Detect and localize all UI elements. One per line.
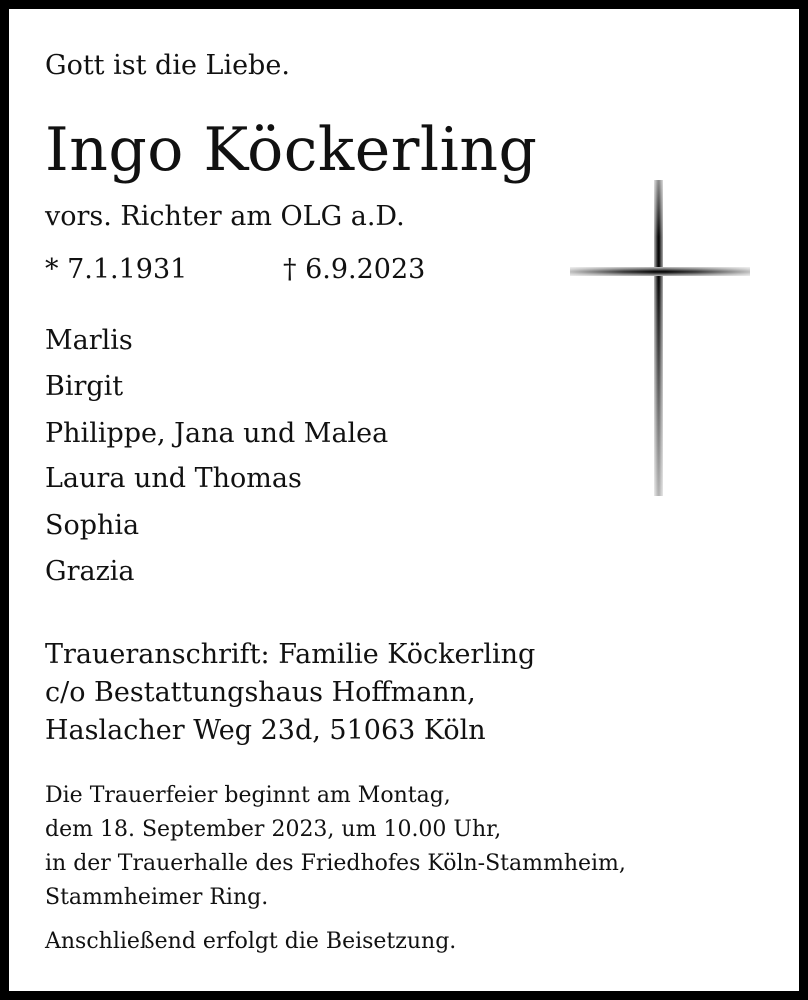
service-line: Stammheimer Ring. — [45, 885, 269, 910]
cross-horizontal-beam — [570, 267, 750, 276]
mourner-name: Philippe, Jana und Malea — [45, 418, 389, 449]
burial-note: Anschließend erfolgt die Beisetzung. — [45, 929, 457, 954]
birth-date: * 7.1.1931 — [45, 254, 188, 285]
cross-icon — [570, 180, 750, 496]
deceased-name: Ingo Köckerling — [45, 115, 538, 185]
death-date: † 6.9.2023 — [283, 254, 426, 285]
mourner-name: Laura und Thomas — [45, 463, 302, 494]
mourner-name: Sophia — [45, 510, 140, 541]
cross-vertical-beam — [654, 180, 663, 496]
deceased-title: vors. Richter am OLG a.D. — [45, 201, 405, 232]
mourner-name: Birgit — [45, 371, 124, 402]
mourner-name: Marlis — [45, 325, 133, 356]
service-line: in der Trauerhalle des Friedhofes Köln-Stammheim, — [45, 851, 626, 876]
mourner-name: Grazia — [45, 556, 135, 587]
service-line: Die Trauerfeier beginnt am Montag, — [45, 783, 451, 808]
service-line: dem 18. September 2023, um 10.00 Uhr, — [45, 817, 502, 842]
motto: Gott ist die Liebe. — [45, 50, 290, 81]
address-line: Haslacher Weg 23d, 51063 Köln — [45, 715, 486, 746]
address-line: Traueranschrift: Familie Köckerling — [45, 639, 536, 670]
address-line: c/o Bestattungshaus Hoffmann, — [45, 677, 476, 708]
